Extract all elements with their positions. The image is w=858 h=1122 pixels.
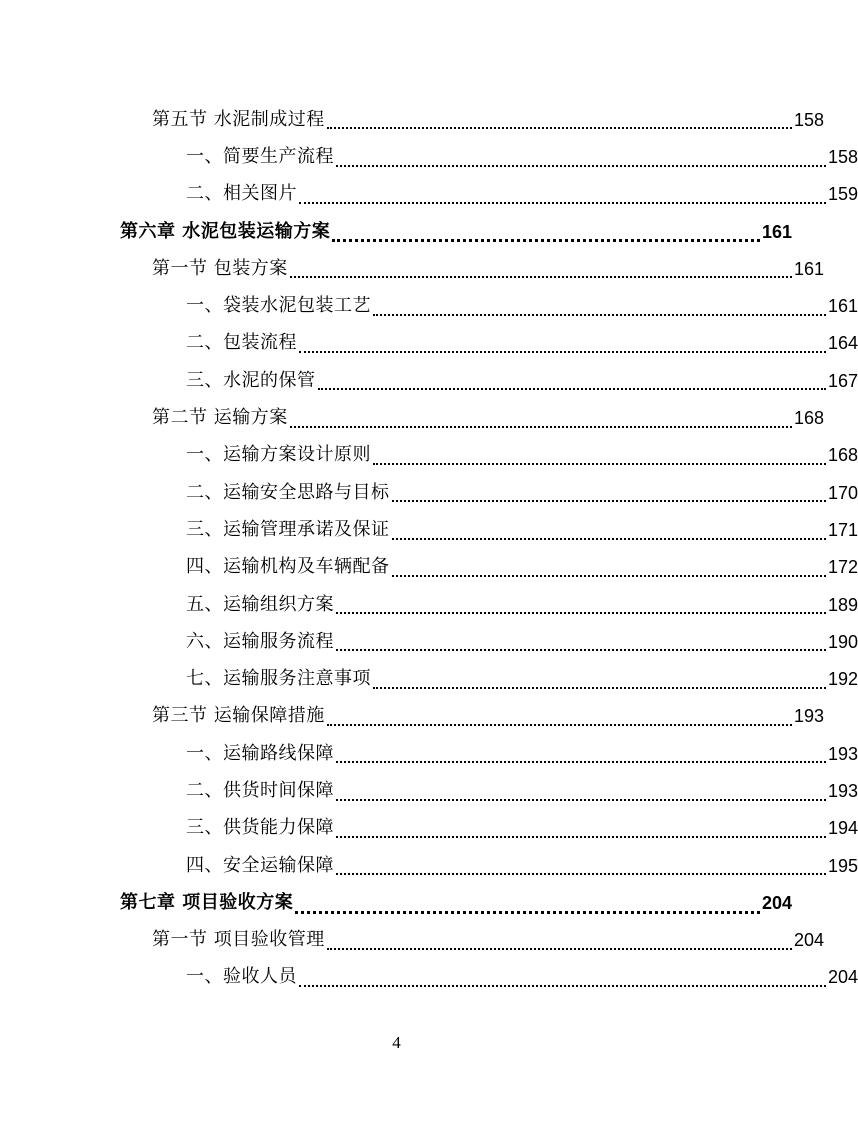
toc-entry-page-number: 192 <box>827 669 858 690</box>
toc-chapter-entry[interactable] <box>0 213 792 250</box>
toc-dot-leader <box>336 799 826 801</box>
toc-entry-title: 第三节 运输保障措施 <box>152 705 325 727</box>
toc-dot-leader <box>327 724 792 726</box>
toc-subsection-entry[interactable] <box>0 325 858 362</box>
toc-dot-leader <box>299 985 826 987</box>
toc-subsection-entry[interactable] <box>0 511 858 548</box>
toc-entry-title: 第一节 项目验收管理 <box>152 929 325 951</box>
toc-entry-page-number: 161 <box>761 221 792 242</box>
toc-entry-page-number: 170 <box>827 482 858 503</box>
toc-dot-leader <box>290 426 792 428</box>
toc-subsection-entry[interactable] <box>0 735 858 772</box>
toc-dot-leader <box>373 463 826 465</box>
toc-entry-title: 一、运输方案设计原则 <box>186 444 371 466</box>
toc-entry-title: 第五节 水泥制成过程 <box>152 108 325 130</box>
toc-entry-page-number: 161 <box>827 296 858 317</box>
toc-subsection-entry[interactable] <box>0 847 858 884</box>
toc-dot-leader <box>392 500 826 502</box>
toc-section-entry[interactable] <box>0 399 824 436</box>
toc-entry-page-number: 158 <box>793 109 824 130</box>
toc-dot-leader <box>336 612 826 614</box>
toc-entry-page-number: 193 <box>827 780 858 801</box>
toc-entry-title: 第一节 包装方案 <box>152 257 288 279</box>
toc-entry-page-number: 190 <box>827 631 858 652</box>
toc-subsection-entry[interactable] <box>0 586 858 623</box>
toc-subsection-entry[interactable] <box>0 362 858 399</box>
toc-entry-title: 一、验收人员 <box>186 966 297 988</box>
toc-entry-title: 三、运输管理承诺及保证 <box>186 518 390 540</box>
toc-subsection-entry[interactable] <box>0 549 858 586</box>
toc-section-entry[interactable] <box>0 922 824 959</box>
toc-subsection-entry[interactable] <box>0 176 858 213</box>
toc-entry-title: 一、袋装水泥包装工艺 <box>186 295 371 317</box>
toc-dot-leader <box>327 948 792 950</box>
toc-entry-title: 三、供货能力保障 <box>186 817 334 839</box>
table-of-contents <box>0 101 858 996</box>
toc-entry-title: 二、相关图片 <box>186 183 297 205</box>
toc-dot-leader <box>327 127 792 129</box>
toc-entry-title: 第六章 水泥包装运输方案 <box>120 220 331 242</box>
toc-subsection-entry[interactable] <box>0 660 858 697</box>
toc-chapter-entry[interactable] <box>0 884 792 921</box>
toc-entry-page-number: 168 <box>827 445 858 466</box>
toc-entry-page-number: 195 <box>827 855 858 876</box>
toc-dot-leader <box>336 761 826 763</box>
toc-section-entry[interactable] <box>0 101 824 138</box>
toc-entry-title: 三、水泥的保管 <box>186 369 316 391</box>
toc-dot-leader <box>299 202 826 204</box>
toc-entry-title: 第二节 运输方案 <box>152 407 288 429</box>
toc-entry-title: 一、简要生产流程 <box>186 145 334 167</box>
toc-entry-page-number: 194 <box>827 818 858 839</box>
toc-dot-leader <box>290 276 792 278</box>
toc-subsection-entry[interactable] <box>0 772 858 809</box>
toc-entry-page-number: 204 <box>761 892 792 913</box>
toc-subsection-entry[interactable] <box>0 287 858 324</box>
toc-dot-leader <box>392 538 826 540</box>
toc-dot-leader <box>336 873 826 875</box>
toc-entry-title: 二、供货时间保障 <box>186 779 334 801</box>
toc-entry-page-number: 159 <box>827 184 858 205</box>
toc-entry-title: 四、运输机构及车辆配备 <box>186 556 390 578</box>
toc-entry-title: 第七章 项目验收方案 <box>120 891 294 913</box>
toc-entry-title: 六、运输服务流程 <box>186 630 334 652</box>
toc-dot-leader <box>392 575 826 577</box>
toc-entry-page-number: 161 <box>793 258 824 279</box>
toc-entry-title: 七、运输服务注意事项 <box>186 668 371 690</box>
toc-dot-leader <box>318 388 826 390</box>
toc-entry-page-number: 189 <box>827 594 858 615</box>
page-number-footer: 4 <box>392 1033 401 1052</box>
toc-entry-title: 一、运输路线保障 <box>186 742 334 764</box>
toc-entry-page-number: 204 <box>827 967 858 988</box>
toc-entry-page-number: 167 <box>827 370 858 391</box>
toc-entry-title: 二、运输安全思路与目标 <box>186 481 390 503</box>
toc-entry-title: 五、运输组织方案 <box>186 593 334 615</box>
toc-entry-page-number: 168 <box>793 408 824 429</box>
toc-dot-leader <box>332 239 760 242</box>
toc-subsection-entry[interactable] <box>0 437 858 474</box>
toc-dot-leader <box>336 649 826 651</box>
toc-subsection-entry[interactable] <box>0 138 858 175</box>
toc-section-entry[interactable] <box>0 698 824 735</box>
toc-dot-leader <box>336 836 826 838</box>
toc-dot-leader <box>295 911 760 914</box>
toc-entry-page-number: 171 <box>827 519 858 540</box>
toc-entry-title: 二、包装流程 <box>186 332 297 354</box>
toc-dot-leader <box>373 314 826 316</box>
toc-entry-page-number: 164 <box>827 333 858 354</box>
toc-subsection-entry[interactable] <box>0 474 858 511</box>
toc-entry-page-number: 158 <box>827 146 858 167</box>
toc-entry-page-number: 172 <box>827 557 858 578</box>
toc-entry-page-number: 193 <box>793 706 824 727</box>
toc-section-entry[interactable] <box>0 250 824 287</box>
toc-dot-leader <box>299 351 826 353</box>
toc-entry-page-number: 193 <box>827 743 858 764</box>
toc-dot-leader <box>336 165 826 167</box>
toc-subsection-entry[interactable] <box>0 959 858 996</box>
toc-dot-leader <box>373 687 826 689</box>
toc-entry-title: 四、安全运输保障 <box>186 854 334 876</box>
toc-entry-page-number: 204 <box>793 930 824 951</box>
toc-subsection-entry[interactable] <box>0 810 858 847</box>
toc-subsection-entry[interactable] <box>0 623 858 660</box>
